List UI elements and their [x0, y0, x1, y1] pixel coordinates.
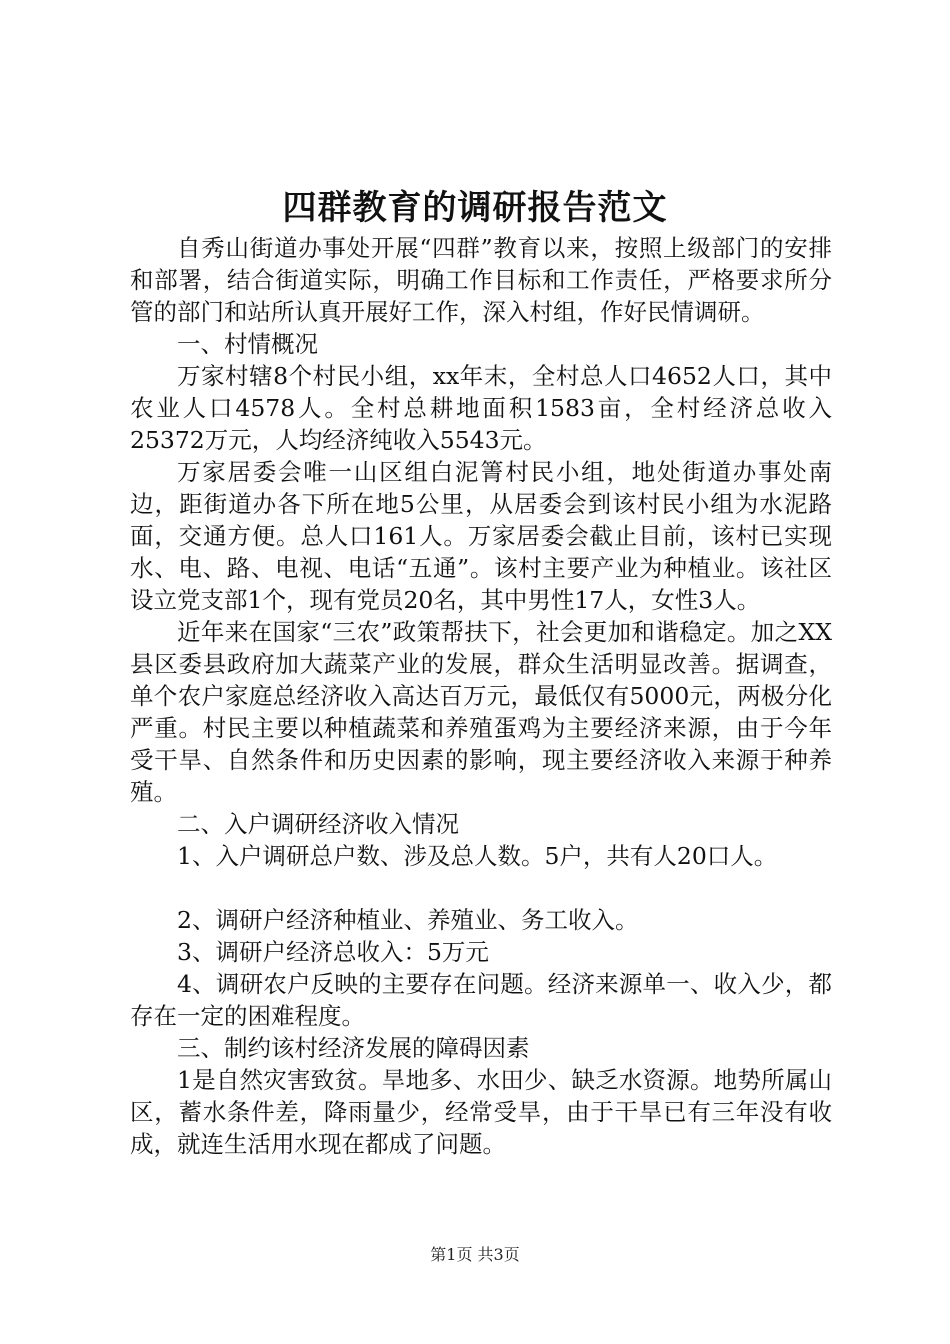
- section-heading-3: 三、制约该村经济发展的障碍因素: [177, 1034, 530, 1062]
- paragraph-intro: 自秀山街道办事处开展“四群”教育以来，按照上级部门的安排和部署，结合街道实际，明确工作目标和工作责任，严格要求所分管的部门和站所认真开展好工作，深入村组，作好民情调研。: [130, 234, 832, 326]
- page-footer: 第1页 共3页: [430, 1245, 520, 1264]
- paragraph-village-overview: 万家村辖8个村民小组，xx年末，全村总人口4652人口，其中农业人口4578人。全村总耕地面积1583亩，全村经济总收入25372万元，人均经济纯收入5543元。: [130, 362, 832, 454]
- section-heading-2: 二、入户调研经济收入情况: [177, 810, 459, 838]
- list-item-3: 3、调研户经济总收入：5万元: [177, 938, 489, 966]
- document-body: [130, 232, 832, 1160]
- paragraph-recent-years: 近年来在国家“三农”政策帮扶下，社会更加和谐稳定。加之XX县区委县政府加大蔬菜产业的发展，群众生活明显改善。据调查，单个农户家庭总经济收入高达百万元，最低仅有5000元，两极分化严重。村民主要以种植蔬菜和养殖蛋鸡为主要经济来源，由于今年受干旱、自然条件和历史因素的影响，现主要经济收入来源于种养殖。: [130, 618, 832, 806]
- paragraph-natural-disaster: 1是自然灾害致贫。旱地多、水田少、缺乏水资源。地势所属山区，蓄水条件差，降雨量少，经常受旱，由于干旱已有三年没有收成，就连生活用水现在都成了问题。: [130, 1066, 832, 1158]
- list-item-4: 4、调研农户反映的主要存在问题。经济来源单一、收入少，都存在一定的困难程度。: [130, 970, 832, 1030]
- section-heading-1: 一、村情概况: [177, 330, 318, 358]
- list-item-1: 1、入户调研总户数、涉及总人数。5户，共有人20口人。: [177, 842, 778, 870]
- document-title: 四群教育的调研报告范文: [282, 188, 668, 228]
- list-item-2: 2、调研户经济种植业、养殖业、务工收入。: [177, 906, 639, 934]
- paragraph-residents-committee: 万家居委会唯一山区组白泥箐村民小组，地处街道办事处南边，距街道办各下所在地5公里，从居委会到该村民小组为水泥路面，交通方便。总人口161人。万家居委会截止目前，该村已实现水、电、路、电视、电话“五通”。该村主要产业为种植业。该社区设立党支部1个，现有党员20名，其中男性17人，女性3人。: [130, 458, 832, 614]
